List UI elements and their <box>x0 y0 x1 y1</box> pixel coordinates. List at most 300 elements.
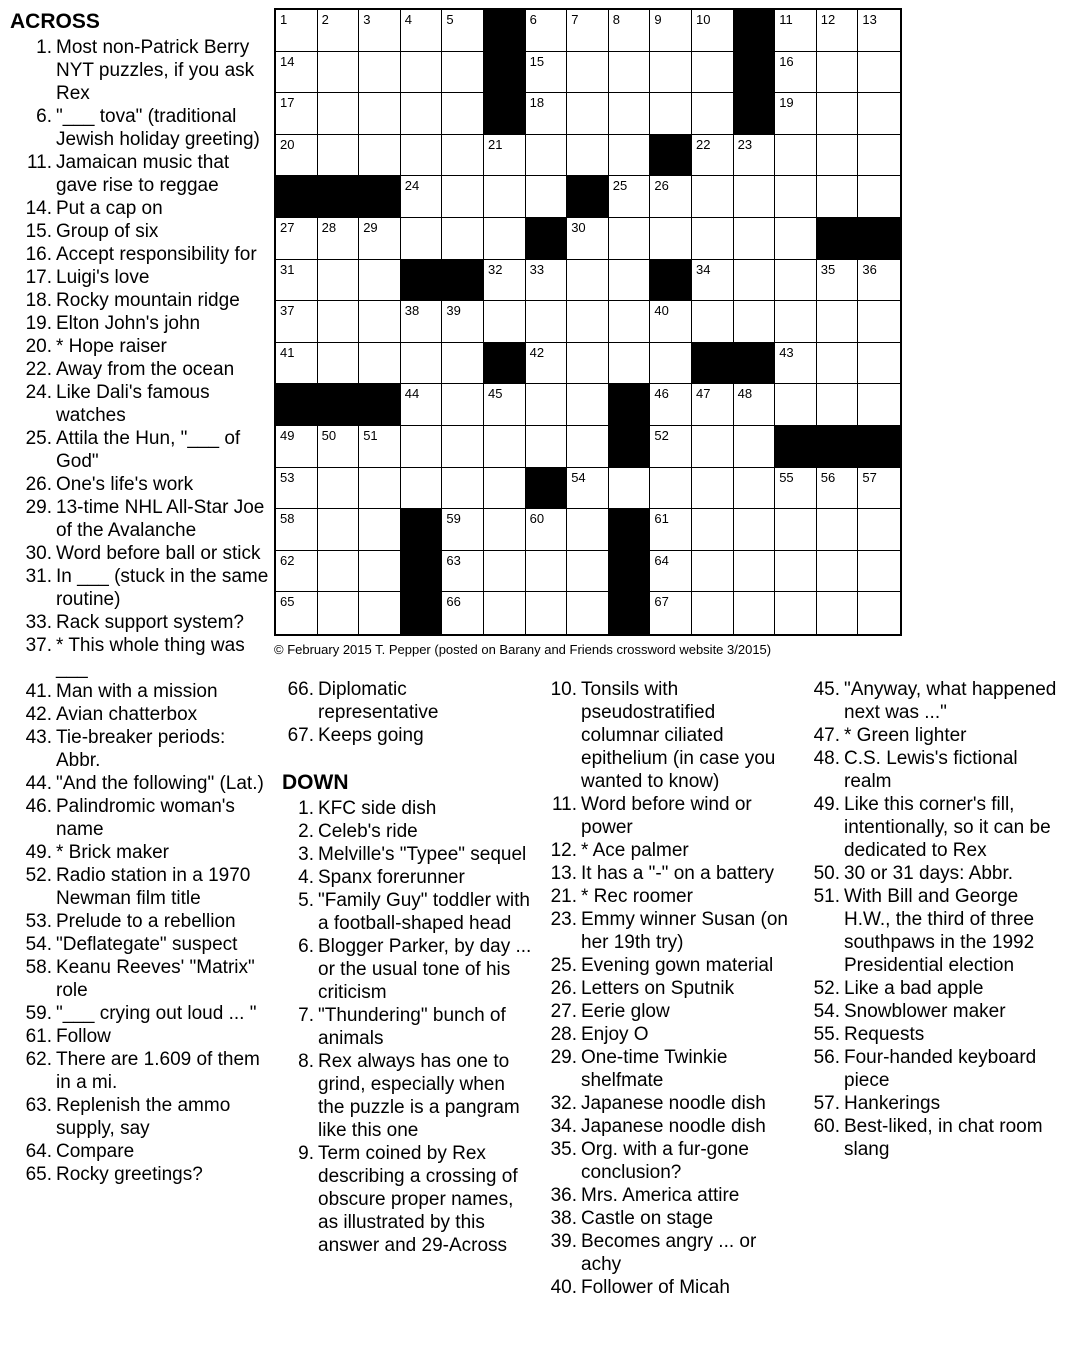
grid-square[interactable] <box>817 10 859 52</box>
grid-square[interactable] <box>858 135 900 177</box>
grid-square[interactable] <box>359 218 401 260</box>
grid-square[interactable] <box>817 468 859 510</box>
grid-square[interactable] <box>692 135 734 177</box>
clue-number: 45. <box>813 679 840 700</box>
grid-square[interactable] <box>567 509 609 551</box>
grid-square[interactable] <box>858 93 900 135</box>
grid-square[interactable] <box>484 135 526 177</box>
clue-item <box>545 1184 795 1207</box>
clue-text: Man with a mission <box>56 681 218 702</box>
clue-item <box>10 381 270 427</box>
clue-item <box>545 977 795 1000</box>
grid-square[interactable] <box>609 260 651 302</box>
grid-square[interactable] <box>567 93 609 135</box>
clue-item <box>282 724 532 747</box>
grid-square[interactable] <box>276 592 318 634</box>
clue-text: Follower of Micah <box>581 1277 730 1298</box>
clue-number: 63. <box>25 1095 52 1116</box>
grid-square[interactable] <box>401 426 443 468</box>
grid-square[interactable] <box>276 10 318 52</box>
square-number: 39 <box>446 303 461 319</box>
grid-square[interactable] <box>775 551 817 593</box>
square-number: 15 <box>529 53 545 69</box>
grid-square[interactable] <box>609 10 651 52</box>
grid-square[interactable] <box>567 468 609 510</box>
clue-number: 29. <box>25 497 52 518</box>
clue-number: 16. <box>25 244 52 265</box>
clue-number: 46. <box>25 796 52 817</box>
grid-square[interactable] <box>650 468 692 510</box>
grid-square[interactable] <box>526 384 568 426</box>
grid-square[interactable] <box>359 260 401 302</box>
grid-square[interactable] <box>775 135 817 177</box>
clue-text: Four-handed keyboard piece <box>844 1047 1037 1091</box>
clue-text: Replenish the ammo supply, say <box>56 1095 231 1139</box>
grid-square[interactable] <box>734 176 776 218</box>
grid-square[interactable] <box>442 52 484 94</box>
clue-number: 26. <box>550 978 577 999</box>
grid-square[interactable] <box>692 509 734 551</box>
grid-square[interactable] <box>692 468 734 510</box>
clue-text: * Rec roomer <box>581 886 693 907</box>
black-square <box>401 592 443 634</box>
grid-square[interactable] <box>526 52 568 94</box>
grid-square[interactable] <box>484 426 526 468</box>
clue-text: Tonsils with pseudostratified columnar ciliated epithelium (in case you wanted to know) <box>581 679 776 792</box>
grid-square[interactable] <box>858 52 900 94</box>
grid-square[interactable] <box>526 426 568 468</box>
grid-square[interactable] <box>318 509 360 551</box>
grid-square[interactable] <box>359 468 401 510</box>
clue-text: Radio station in a 1970 Newman film title <box>56 865 251 909</box>
grid-square[interactable] <box>692 93 734 135</box>
grid-square[interactable] <box>567 135 609 177</box>
grid-square[interactable] <box>567 592 609 634</box>
clue-item <box>10 956 270 1002</box>
grid-square[interactable] <box>526 176 568 218</box>
grid-square[interactable] <box>484 592 526 634</box>
grid-square[interactable] <box>401 135 443 177</box>
clue-text: Elton John's john <box>56 313 201 334</box>
grid-square[interactable] <box>401 52 443 94</box>
grid-square[interactable] <box>442 426 484 468</box>
clue-number: 50. <box>813 863 840 884</box>
black-square <box>318 176 360 218</box>
clue-number: 13. <box>550 863 577 884</box>
clue-column-4 <box>806 678 1061 1161</box>
clue-item <box>806 1000 1061 1023</box>
grid-square[interactable] <box>609 343 651 385</box>
grid-square[interactable] <box>526 135 568 177</box>
grid-square[interactable] <box>692 176 734 218</box>
grid-square[interactable] <box>567 10 609 52</box>
grid-square[interactable] <box>817 301 859 343</box>
clue-number: 55. <box>813 1024 840 1045</box>
grid-square[interactable] <box>734 135 776 177</box>
black-square <box>567 176 609 218</box>
grid-square[interactable] <box>526 551 568 593</box>
grid-square[interactable] <box>276 135 318 177</box>
grid-square[interactable] <box>817 509 859 551</box>
clue-item <box>282 935 532 1004</box>
grid-square[interactable] <box>359 10 401 52</box>
grid-square[interactable] <box>734 384 776 426</box>
grid-square[interactable] <box>567 52 609 94</box>
clue-number: 42. <box>25 704 52 725</box>
grid-square[interactable] <box>650 592 692 634</box>
grid-square[interactable] <box>775 301 817 343</box>
grid-square[interactable] <box>359 135 401 177</box>
grid-square[interactable] <box>442 176 484 218</box>
grid-square[interactable] <box>692 592 734 634</box>
black-square <box>692 343 734 385</box>
grid-square[interactable] <box>817 551 859 593</box>
grid-square[interactable] <box>484 176 526 218</box>
grid-square[interactable] <box>567 551 609 593</box>
grid-square[interactable] <box>359 52 401 94</box>
grid-square[interactable] <box>858 468 900 510</box>
grid-square[interactable] <box>318 426 360 468</box>
grid-square[interactable] <box>567 260 609 302</box>
grid-square[interactable] <box>484 301 526 343</box>
square-number: 19 <box>779 95 794 111</box>
grid-square[interactable] <box>734 301 776 343</box>
grid-square[interactable] <box>692 384 734 426</box>
clue-text: Rocky greetings? <box>56 1164 203 1185</box>
clue-text: * Brick maker <box>56 842 169 863</box>
grid-square[interactable] <box>650 93 692 135</box>
grid-square[interactable] <box>359 592 401 634</box>
clue-item <box>10 680 270 703</box>
grid-square[interactable] <box>401 218 443 260</box>
clue-text: Becomes angry ... or achy <box>581 1231 757 1275</box>
grid-square[interactable] <box>858 260 900 302</box>
grid-square[interactable] <box>817 135 859 177</box>
grid-square[interactable] <box>650 176 692 218</box>
grid-square[interactable] <box>276 93 318 135</box>
clue-item <box>10 864 270 910</box>
grid-square[interactable] <box>650 301 692 343</box>
grid-square[interactable] <box>526 509 568 551</box>
clue-text: Japanese noodle dish <box>581 1116 766 1137</box>
clue-item <box>10 933 270 956</box>
down-heading: DOWN <box>282 771 349 794</box>
grid-square[interactable] <box>276 260 318 302</box>
clue-item <box>282 866 532 889</box>
grid-square[interactable] <box>318 93 360 135</box>
square-number: 24 <box>404 178 420 194</box>
square-number: 26 <box>654 178 669 194</box>
grid-square[interactable] <box>401 93 443 135</box>
grid-square[interactable] <box>858 384 900 426</box>
clue-text: Like a bad apple <box>844 978 984 999</box>
grid-square[interactable] <box>775 93 817 135</box>
grid-square[interactable] <box>775 592 817 634</box>
clue-number: 18. <box>25 290 52 311</box>
grid-square[interactable] <box>609 468 651 510</box>
grid-square[interactable] <box>318 301 360 343</box>
grid-square[interactable] <box>692 260 734 302</box>
grid-square[interactable] <box>692 551 734 593</box>
grid-square[interactable] <box>526 592 568 634</box>
grid-square[interactable] <box>318 52 360 94</box>
black-square <box>276 176 318 218</box>
clue-text: Away from the ocean <box>56 359 235 380</box>
grid-square[interactable] <box>401 10 443 52</box>
clue-number: 65. <box>25 1164 52 1185</box>
grid-square[interactable] <box>276 301 318 343</box>
square-number: 53 <box>280 469 295 485</box>
grid-square[interactable] <box>650 426 692 468</box>
grid-square[interactable] <box>442 301 484 343</box>
grid-square[interactable] <box>817 176 859 218</box>
grid-square[interactable] <box>401 176 443 218</box>
clue-number: 28. <box>550 1024 577 1045</box>
grid-square[interactable] <box>276 218 318 260</box>
grid-square[interactable] <box>858 509 900 551</box>
grid-square[interactable] <box>276 468 318 510</box>
grid-square[interactable] <box>567 343 609 385</box>
square-number: 57 <box>862 469 877 485</box>
grid-square[interactable] <box>734 509 776 551</box>
grid-square[interactable] <box>692 426 734 468</box>
grid-square[interactable] <box>817 260 859 302</box>
grid-square[interactable] <box>650 10 692 52</box>
grid-square[interactable] <box>276 426 318 468</box>
grid-square[interactable] <box>442 551 484 593</box>
clue-text: Enjoy O <box>581 1024 649 1045</box>
clue-text: Rocky mountain ridge <box>56 290 240 311</box>
square-number: 21 <box>488 136 503 152</box>
grid-square[interactable] <box>734 592 776 634</box>
square-number: 54 <box>571 469 586 485</box>
clue-number: 64. <box>25 1141 52 1162</box>
clue-item <box>282 797 532 820</box>
clue-item <box>545 1230 795 1276</box>
square-number: 55 <box>779 469 794 485</box>
grid-square[interactable] <box>359 509 401 551</box>
grid-square[interactable] <box>817 592 859 634</box>
clue-item <box>282 820 532 843</box>
grid-square[interactable] <box>609 93 651 135</box>
square-number: 41 <box>280 344 295 360</box>
grid-square[interactable] <box>359 93 401 135</box>
grid-square[interactable] <box>526 93 568 135</box>
clue-item <box>806 793 1061 862</box>
clue-column-3 <box>545 678 795 1299</box>
grid-square[interactable] <box>526 343 568 385</box>
grid-square[interactable] <box>359 426 401 468</box>
grid-square[interactable] <box>692 52 734 94</box>
grid-square[interactable] <box>775 509 817 551</box>
grid-square[interactable] <box>318 343 360 385</box>
clue-text: KFC side dish <box>318 798 437 819</box>
grid-square[interactable] <box>442 468 484 510</box>
clue-number: 33. <box>25 612 52 633</box>
grid-square[interactable] <box>734 426 776 468</box>
grid-square[interactable] <box>734 551 776 593</box>
grid-square[interactable] <box>276 343 318 385</box>
clue-number: 19. <box>25 313 52 334</box>
clue-item <box>545 908 795 954</box>
clue-item <box>10 151 270 197</box>
grid-square[interactable] <box>276 551 318 593</box>
grid-square[interactable] <box>401 384 443 426</box>
grid-square[interactable] <box>858 551 900 593</box>
clue-text: Group of six <box>56 221 159 242</box>
grid-square[interactable] <box>401 468 443 510</box>
clue-number: 31. <box>25 566 52 587</box>
grid-square[interactable] <box>318 10 360 52</box>
grid-square[interactable] <box>484 468 526 510</box>
square-number: 16 <box>779 53 794 69</box>
grid-square[interactable] <box>401 301 443 343</box>
grid-square[interactable] <box>775 52 817 94</box>
clue-number: 21. <box>550 886 577 907</box>
square-number: 35 <box>820 261 836 277</box>
black-square <box>359 384 401 426</box>
clue-item <box>545 839 795 862</box>
grid-square[interactable] <box>318 135 360 177</box>
black-square <box>401 509 443 551</box>
grid-square[interactable] <box>401 343 443 385</box>
grid-square[interactable] <box>484 218 526 260</box>
grid-square[interactable] <box>318 218 360 260</box>
clue-number: 11. <box>551 794 577 815</box>
clue-item <box>545 1115 795 1138</box>
clue-number: 39. <box>550 1231 577 1252</box>
clue-item <box>10 542 270 565</box>
clue-item <box>806 747 1061 793</box>
grid-square[interactable] <box>567 301 609 343</box>
down-clue-list-continued-2 <box>806 678 1061 1161</box>
grid-square[interactable] <box>775 260 817 302</box>
grid-square[interactable] <box>318 468 360 510</box>
square-number: 7 <box>571 12 579 27</box>
grid-square[interactable] <box>650 509 692 551</box>
grid-square[interactable] <box>692 10 734 52</box>
grid-square[interactable] <box>817 93 859 135</box>
square-number: 66 <box>446 594 461 610</box>
across-column-1 <box>10 10 270 1186</box>
grid-square[interactable] <box>442 509 484 551</box>
square-number: 44 <box>404 386 420 402</box>
grid-square[interactable] <box>318 551 360 593</box>
grid-square[interactable] <box>442 384 484 426</box>
grid-square[interactable] <box>775 343 817 385</box>
grid-square[interactable] <box>276 509 318 551</box>
grid-square[interactable] <box>442 10 484 52</box>
grid-square[interactable] <box>734 468 776 510</box>
grid-square[interactable] <box>734 218 776 260</box>
clue-item <box>10 427 270 473</box>
clue-item <box>282 1004 532 1050</box>
grid-square[interactable] <box>567 384 609 426</box>
grid-square[interactable] <box>609 176 651 218</box>
grid-square[interactable] <box>858 343 900 385</box>
grid-square[interactable] <box>567 426 609 468</box>
grid-square[interactable] <box>526 301 568 343</box>
grid-square[interactable] <box>692 218 734 260</box>
grid-square[interactable] <box>858 10 900 52</box>
grid-square[interactable] <box>609 218 651 260</box>
grid-square[interactable] <box>609 135 651 177</box>
clue-item <box>282 889 532 935</box>
clue-text: Luigi's love <box>56 267 150 288</box>
grid-square[interactable] <box>526 260 568 302</box>
grid-square[interactable] <box>650 218 692 260</box>
grid-square[interactable] <box>650 384 692 426</box>
grid-square[interactable] <box>318 260 360 302</box>
grid-square[interactable] <box>359 301 401 343</box>
grid-square[interactable] <box>858 301 900 343</box>
clue-number: 25. <box>550 955 577 976</box>
grid-square[interactable] <box>650 52 692 94</box>
clue-text: "And the following" (Lat.) <box>56 773 264 794</box>
grid-square[interactable] <box>734 260 776 302</box>
grid-square[interactable] <box>276 52 318 94</box>
grid-square[interactable] <box>609 301 651 343</box>
clue-number: 22. <box>25 359 52 380</box>
black-square <box>609 592 651 634</box>
square-number: 20 <box>280 136 295 152</box>
crossword-grid <box>274 8 902 636</box>
grid-square[interactable] <box>318 592 360 634</box>
clue-column-2 <box>282 678 532 1257</box>
grid-square[interactable] <box>858 176 900 218</box>
clue-number: 62. <box>25 1049 52 1070</box>
grid-square[interactable] <box>442 218 484 260</box>
grid-square[interactable] <box>775 218 817 260</box>
grid-square[interactable] <box>817 384 859 426</box>
grid-square[interactable] <box>442 343 484 385</box>
grid-square[interactable] <box>442 592 484 634</box>
black-square <box>650 135 692 177</box>
clue-item <box>545 678 795 793</box>
grid-square[interactable] <box>775 384 817 426</box>
grid-square[interactable] <box>567 218 609 260</box>
grid-square[interactable] <box>442 93 484 135</box>
square-number: 45 <box>488 386 503 402</box>
grid-square[interactable] <box>775 176 817 218</box>
clue-item <box>10 105 270 151</box>
grid-square[interactable] <box>650 551 692 593</box>
grid-square[interactable] <box>484 384 526 426</box>
black-square <box>318 384 360 426</box>
clue-item <box>10 565 270 611</box>
grid-square[interactable] <box>775 468 817 510</box>
grid-square[interactable] <box>526 10 568 52</box>
grid-square[interactable] <box>692 301 734 343</box>
grid-square[interactable] <box>817 52 859 94</box>
grid-square[interactable] <box>858 592 900 634</box>
grid-square[interactable] <box>484 509 526 551</box>
clue-number: 17. <box>25 267 52 288</box>
grid-square[interactable] <box>442 135 484 177</box>
grid-square[interactable] <box>609 52 651 94</box>
clue-text: Attila the Hun, "___ of God" <box>56 428 241 472</box>
grid-square[interactable] <box>484 260 526 302</box>
grid-square[interactable] <box>650 343 692 385</box>
grid-square[interactable] <box>359 551 401 593</box>
black-square <box>734 52 776 94</box>
grid-square[interactable] <box>817 343 859 385</box>
grid-square[interactable] <box>484 551 526 593</box>
grid-square[interactable] <box>775 10 817 52</box>
grid-square[interactable] <box>359 343 401 385</box>
square-number: 50 <box>321 428 337 443</box>
square-number: 56 <box>820 469 836 485</box>
